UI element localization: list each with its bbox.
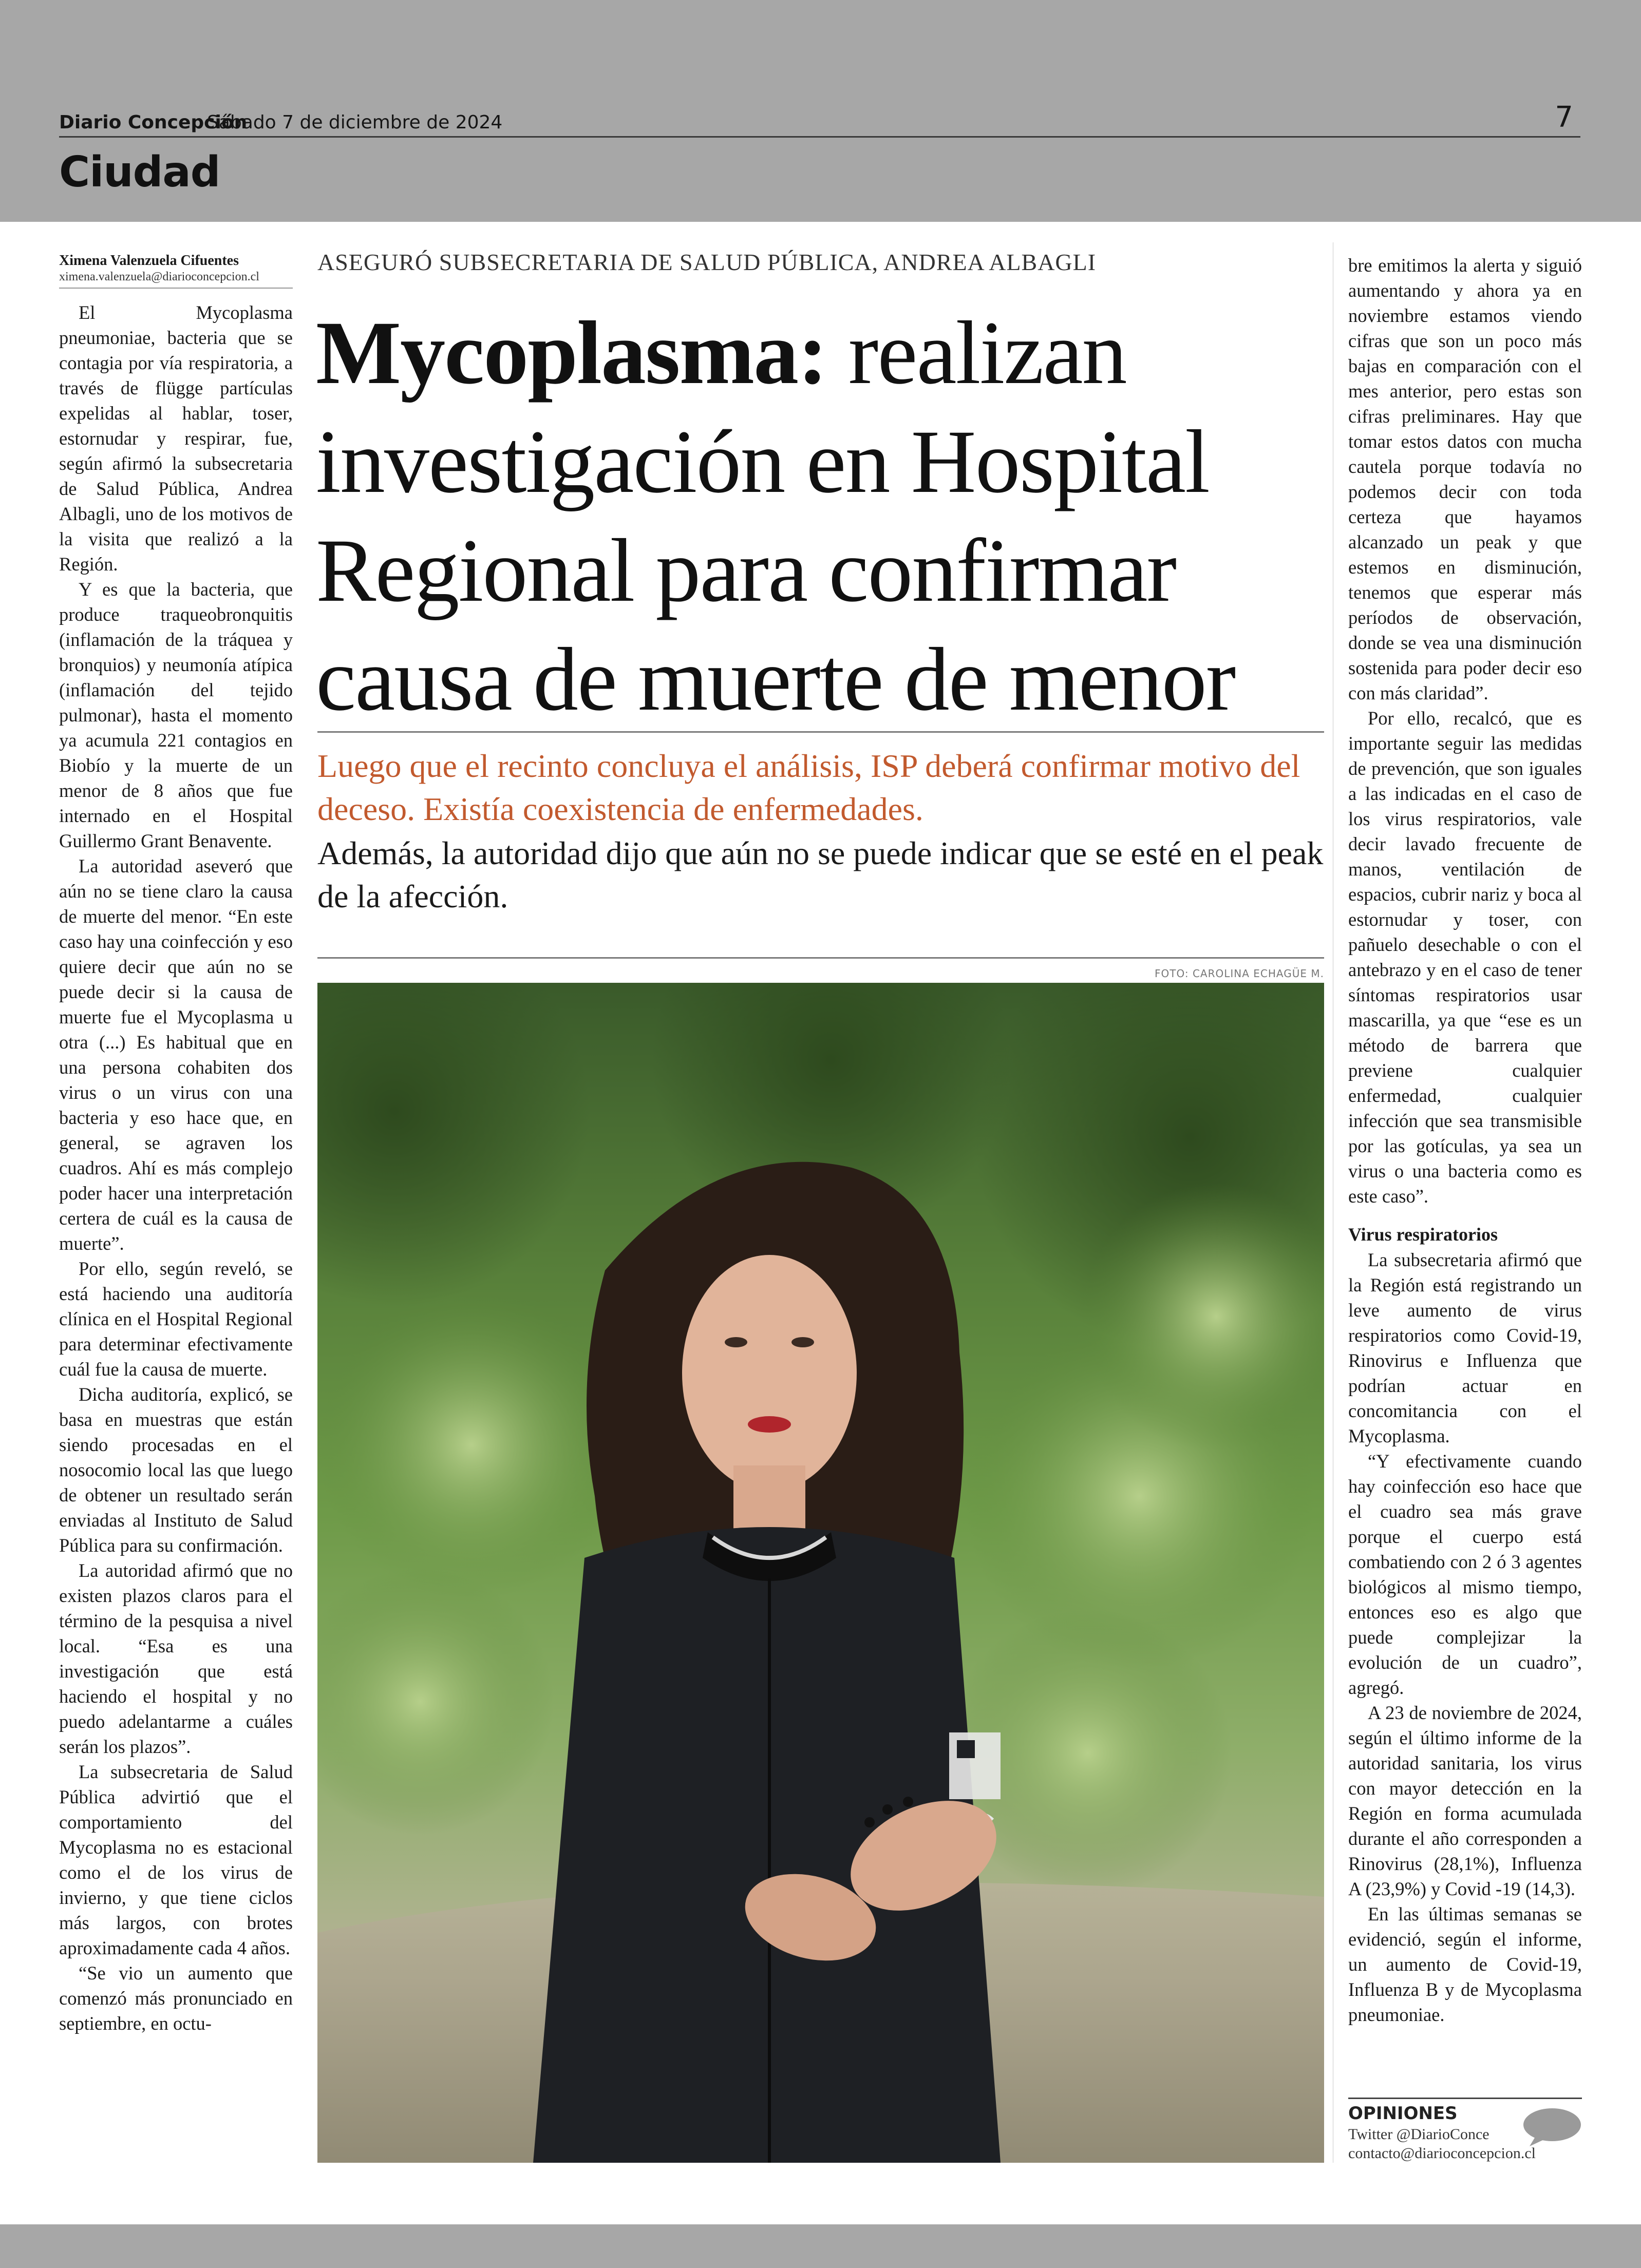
paragraph: Por ello, recalcó, que es importante seguir las medidas de prevención, que son iguales a las indicadas en el caso de los virus respiratorios, vale decir lavado frecuente de manos, ventilación de espacios, cubrir nariz y boca al estornudar y toser, con pañuelo desechable o con el antebrazo y en el caso de tener síntomas respiratorios usar mascarilla, ya que “ese es un método de barrera que previene cualquier enfermedad, cualquier infección que sea transmisible por las gotículas, ya sea un virus o una bacteria como es este caso”. [1348, 708, 1582, 1207]
twitter-handle[interactable]: Twitter @DiarioConce [1348, 2126, 1489, 2143]
paragraph: Y es que la bacteria, que produce traqueobronquitis (inflamación de la tráquea y bronquios) y neumonía atípica (inflamación del tejido pulmonar), hasta el momento ya acumula 221 contagios en Biobío y la muerte de un menor de 8 años que fue internado en el Hospital Guillermo Grant Benavente. [59, 579, 293, 851]
paragraph: Por ello, según reveló, se está haciendo una auditoría clínica en el Hospital Regional para determinar efectivamente cuál fue la causa de muerte. [59, 1258, 293, 1380]
headline [316, 299, 1335, 734]
article-photo [317, 983, 1324, 2163]
opinions-title: OPINIONES [1348, 2103, 1458, 2124]
paragraph: El Mycoplasma pneumoniae, bacteria que se contagia por vía respiratoria, a través de flügge partículas expelidas al hablar, toser, estornudar y respirar, fue, según afirmó la subsecretaria de Salud Pública, Andrea Albagli, uno de los motivos de la visita que realizó a la Región. [59, 302, 293, 575]
headline-rule [317, 731, 1324, 733]
photo-credit: FOTO: CAROLINA ECHAGÜE M. [1155, 967, 1324, 980]
masthead [59, 100, 1580, 136]
lead-text: Además, la autoridad dijo que aún no se puede indicar que se esté en el peak de la afección. [317, 835, 1324, 914]
paragraph: La autoridad afirmó que no existen plazos claros para el término de la pesquisa a nivel local. “Esa es una investigación que está haciendo el hospital y no puedo adelantarme a cuáles serán los plazos”. [59, 1560, 293, 1757]
speech-bubble-icon [1520, 2106, 1582, 2147]
kicker: ASEGURÓ SUBSECRETARIA DE SALUD PÚBLICA, ANDREA ALBAGLI [317, 249, 1097, 275]
paragraph: La subsecretaria de Salud Pública advirtió que el comportamiento del Mycoplasma no es estacional como el de los virus de invierno, y que tiene ciclos más largos, con brotes aproximadamente cada 4 años. [59, 1761, 293, 1958]
left-column [59, 300, 293, 2036]
lead-rule [317, 957, 1324, 959]
byline [59, 253, 290, 284]
paragraph: La autoridad aseveró que aún no se tiene claro la causa de muerte del menor. “En este caso hay una coinfección y eso quiere decir que aún no se puede decir si la causa de muerte fue el Mycoplasma u otra (...) Es habitual que en una persona cohabiten dos virus o un virus con una bacteria y eso hace que, en general, se agraven los cuadros. Ahí es más complejo poder hacer una interpretación certera de cuál es la causa de muerte”. [59, 855, 293, 1254]
paragraph: bre emitimos la alerta y siguió aumentando y ahora ya en noviembre estamos viendo cifras que son un poco más bajas en comparación con el mes anterior, pero estas son cifras preliminares. Hay que tomar estos datos con mucha cautela porque todavía no podemos decir con toda certeza que hayamos alcanzado un peak y que estemos en disminución, tenemos que esperar más períodos de observación, donde se vea una disminución sostenida para poder decir eso con más claridad”. [1348, 255, 1582, 703]
author-email[interactable]: ximena.valenzuela@diarioconcepcion.cl [59, 270, 259, 283]
page-sheet [0, 222, 1641, 2224]
paragraph: La subsecretaria afirmó que la Región está registrando un leve aumento de virus respiratorios como Covid-19, Rinovirus e Influenza que podrían actuar en concomitancia con el Mycoplasma. [1348, 1249, 1582, 1446]
publication-date: Sábado 7 de diciembre de 2024 [207, 112, 503, 133]
byline-rule [59, 288, 293, 289]
headline-rest: realizan investigación en Hospital Regional para confirmar causa de muerte de menor [316, 303, 1235, 730]
publication-name: Diario Concepción [59, 112, 248, 133]
opinions-rule [1348, 2098, 1582, 2099]
paragraph: A 23 de noviembre de 2024, según el último informe de la autoridad sanitaria, los virus con mayor detección en la Región en forma acumulada durante el año corresponden a Rinovirus (28,1%), Influenza A (23,9%) y Covid -19 (14,3). [1348, 1702, 1582, 1899]
paragraph: Dicha auditoría, explicó, se basa en muestras que están siendo procesadas en el nosocomio local las que luego de obtener un resultado serán enviadas al Instituto de Salud Pública para su confirmación. [59, 1384, 293, 1556]
paragraph: “Y efectivamente cuando hay coinfección eso hace que el cuadro sea más grave porque el cuerpo está combatiendo con 2 ó 3 agentes biológicos al mismo tiempo, entonces eso es algo que puede complejizar la evolución de un cuadro”, agregó. [1348, 1451, 1582, 1698]
contact-email[interactable]: contacto@diarioconcepcion.cl [1348, 2145, 1536, 2162]
header-rule [59, 136, 1580, 138]
paragraph: “Se vio un aumento que comenzó más pronunciado en septiembre, en octu- [59, 1962, 293, 2034]
author-name: Ximena Valenzuela Cifuentes [59, 253, 239, 269]
headline-bold: Mycoplasma: [316, 303, 827, 403]
section-title: Ciudad [59, 148, 220, 197]
photo-illustration [317, 983, 1324, 2163]
paragraph: En las últimas semanas se evidenció, según el informe, un aumento de Covid-19, Influenza B y de Mycoplasma pneumoniae. [1348, 1903, 1582, 2025]
page-number: 7 [1555, 101, 1573, 134]
lead-highlight: Luego que el recinto concluya el análisis, ISP deberá confirmar motivo del deceso. Existía coexistencia de enfermedades. [317, 748, 1300, 827]
right-column [1348, 253, 1582, 2027]
subhead: Virus respiratorios [1348, 1224, 1498, 1245]
